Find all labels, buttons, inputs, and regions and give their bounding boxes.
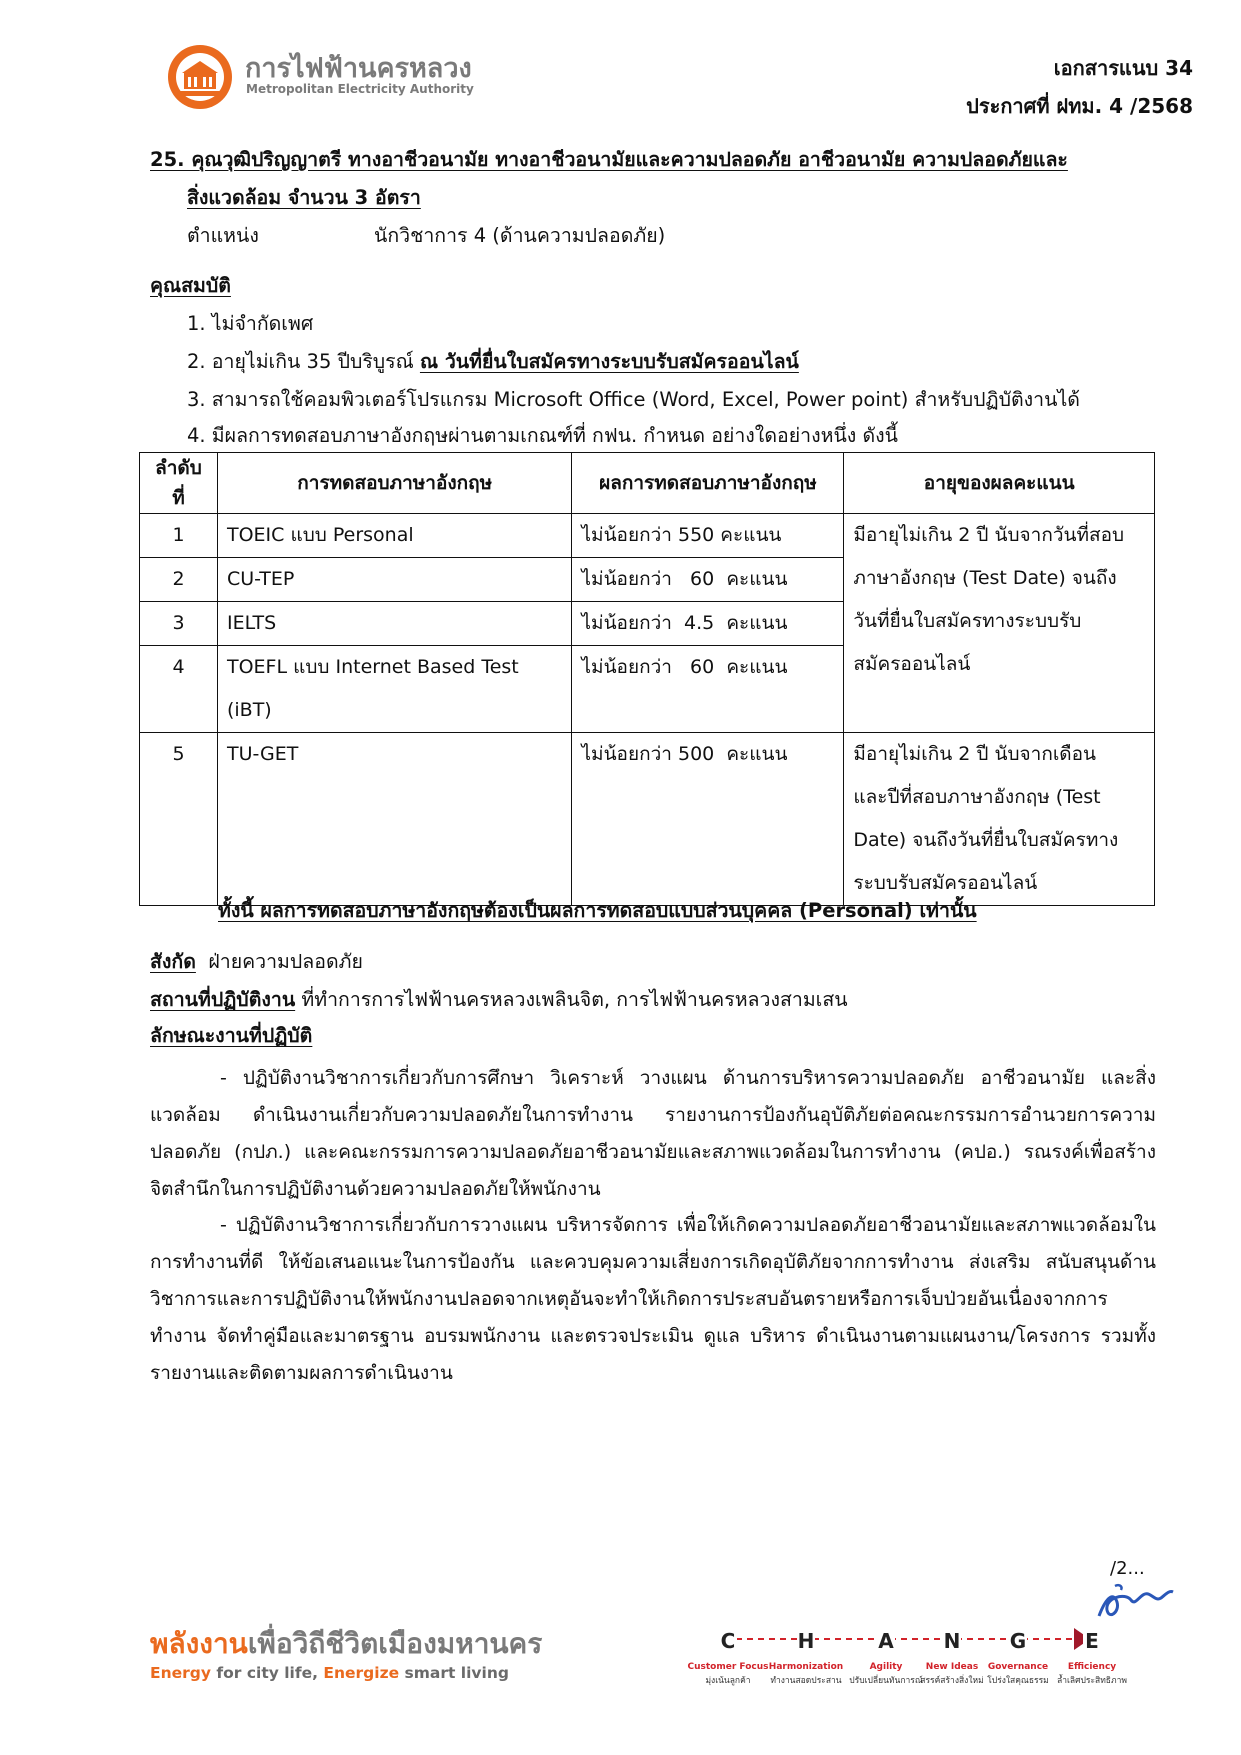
change-value-en: Agility [869,1662,903,1672]
row-no: 5 [140,733,218,906]
change-letter: H [797,1629,815,1653]
header-no: ลำดับที่ [140,453,218,514]
change-value-en: New Ideas [925,1662,979,1672]
change-value-en: Harmonization [768,1662,844,1672]
workplace [150,988,848,1011]
validity-b-line: และปีที่สอบภาษาอังกฤษ (Test [853,786,1101,808]
slogan-en-energize: Energize [323,1664,400,1682]
validity-a-line: มีอายุไม่เกิน 2 ปี นับจากวันที่สอบ [853,524,1125,546]
slogan-en-energy: Energy [150,1664,211,1682]
qualification-item-3: 3. สามารถใช้คอมพิวเตอร์โปรแกรม Microsoft Office (Word, Excel, Power point) สำหรับปฏิบัติงานได้ [187,388,1080,411]
position-title-label: ตำแหน่ง [187,224,259,247]
position-heading-line2: สิ่งแวดล้อม จำนวน 3 อัตรา [187,186,421,209]
row-no: 1 [140,514,218,558]
table-header-row [140,453,1155,514]
footer-slogan-en [150,1664,509,1682]
footer-slogan-th [150,1622,542,1666]
english-test-table [139,452,1155,906]
signature [1095,1580,1175,1625]
change-value-th: โปร่งใสคุณธรรม [987,1676,1049,1686]
workplace-value: ที่ทำการการไฟฟ้านครหลวงเพลินจิต, การไฟฟ้านครหลวงสามเสน [301,988,848,1011]
row-test: TU-GET [217,733,572,906]
change-letter: A [878,1629,894,1653]
affiliation-value: ฝ่ายความปลอดภัย [208,950,363,973]
change-value-th: ทำงานสอดประสาน [770,1676,842,1686]
header-score: ผลการทดสอบภาษาอังกฤษ [572,453,844,514]
qualification-item-2-text: 2. อายุไม่เกิน 35 ปีบริบูรณ์ [187,350,420,373]
table-note: ทั้งนี้ ผลการทดสอบภาษาอังกฤษต้องเป็นผลการทดสอบแบบส่วนบุคคล (Personal) เท่านั้น [218,899,977,922]
validity-cell-b [844,733,1155,906]
change-value-th: มุ่งเน้นลูกค้า [705,1676,751,1686]
position-title-value: นักวิชาการ 4 (ด้านความปลอดภัย) [374,224,666,247]
org-name-en: Metropolitan Electricity Authority [246,82,474,96]
change-value-th: ล้ำเลิศประสิทธิภาพ [1057,1676,1127,1686]
qualification-item-1: 1. ไม่จำกัดเพศ [187,312,314,335]
header-validity: อายุของผลคะแนน [844,453,1155,514]
announcement-number: ประกาศที่ ฝทม. 4 /2568 [966,94,1193,118]
row-score: ไม่น้อยกว่า 60 คะแนน [572,558,844,602]
row-test: IELTS [217,602,572,646]
qualification-item-4: 4. มีผลการทดสอบภาษาอังกฤษผ่านตามเกณฑ์ที่ กฟน. กำหนด อย่างใดอย่างหนึ่ง ดังนี้ [187,424,899,447]
affiliation [150,950,363,973]
validity-a-line: วันที่ยื่นใบสมัครทางระบบรับ [853,610,1082,632]
page-continuation: /2... [1110,1558,1145,1579]
duties-p2-text: - ปฏิบัติงานวิชาการเกี่ยวกับการวางแผน บริหารจัดการ เพื่อให้เกิดความปลอดภัยอาชีวอนามัยและสภาพแวดล้อมในการทำงานที่ดี ให้ข้อเสนอแนะในการป้องกัน และควบคุมความเสี่ยงการเกิดอุบัติภัยจากการทำงาน ส่งเสริม สนับสนุนด้านวิชาการและการปฏิบัติงานให้พนักงานปลอดจากเหตุอันจะทำให้เกิดการประสบอันตรายหรือการเจ็บป่วยอันเนื่องจากการทำงาน จัดทำคู่มือและมาตรฐาน อบรมพนักงาน และตรวจประเมิน ดูแล บริหาร ดำเนินงานตามแผนงาน/โครงการ รวมทั้ง รายงานและติดตามผลการดำเนินงาน [150,1214,1156,1384]
row-no: 2 [140,558,218,602]
validity-b-line: ระบบรับสมัครออนไลน์ [853,872,1038,894]
row-no: 4 [140,646,218,733]
slogan-th-accent: พลังงาน [150,1627,248,1660]
affiliation-label: สังกัด [150,950,196,973]
slogan-en-part2: smart living [399,1664,509,1682]
row-test [217,646,572,733]
validity-a-line: ภาษาอังกฤษ (Test Date) จนถึง [853,567,1117,589]
validity-a-line: สมัครออนไลน์ [853,653,971,675]
workplace-label: สถานที่ปฏิบัติงาน [150,988,296,1011]
change-values-graphic [676,1620,1131,1720]
validity-cell-a [844,514,1155,733]
row-test-line: (iBT) [226,699,272,721]
duties-heading: ลักษณะงานที่ปฏิบัติ [150,1024,313,1047]
validity-b-line: Date) จนถึงวันที่ยื่นใบสมัครทาง [853,829,1119,851]
mea-logo [160,43,240,111]
table-row [140,733,1155,906]
header-test: การทดสอบภาษาอังกฤษ [217,453,572,514]
row-score: ไม่น้อยกว่า 550 คะแนน [572,514,844,558]
duties-paragraph-2 [150,1207,1156,1392]
table-row [140,514,1155,558]
qualifications-heading: คุณสมบัติ [150,274,231,297]
change-letter: E [1085,1629,1099,1653]
row-test-line: TOEFL แบบ Internet Based Test [226,656,519,678]
duties-paragraph-1 [150,1060,1156,1208]
row-score: ไม่น้อยกว่า 4.5 คะแนน [572,602,844,646]
change-value-en: Customer Focus [687,1662,769,1672]
row-test: TOEIC แบบ Personal [217,514,572,558]
change-letter: C [720,1629,736,1653]
org-name-th: การไฟฟ้านครหลวง [245,53,472,84]
change-value-th: ปรับเปลี่ยนทันการณ์ [849,1676,923,1686]
position-heading-line1: 25. คุณวุฒิปริญญาตรี ทางอาชีวอนามัย ทางอาชีวอนามัยและความปลอดภัย อาชีวอนามัย ความปลอดภัยและ [150,148,1068,171]
row-no: 3 [140,602,218,646]
row-score: ไม่น้อยกว่า 60 คะแนน [572,646,844,733]
attachment-label: เอกสารแนบ 34 [1053,56,1193,80]
change-value-en: Efficiency [1067,1662,1117,1672]
qualification-item-2 [187,350,799,373]
row-score: ไม่น้อยกว่า 500 คะแนน [572,733,844,906]
validity-b-line: มีอายุไม่เกิน 2 ปี นับจากเดือน [853,743,1097,765]
slogan-en-part: for city life, [210,1664,324,1682]
change-letter: N [943,1629,961,1653]
duties-p1-text: - ปฏิบัติงานวิชาการเกี่ยวกับการศึกษา วิเคราะห์ วางแผน ด้านการบริหารความปลอดภัย อาชีวอนามัย และสิ่งแวดล้อม ดำเนินงานเกี่ยวกับความปลอดภัยในการทำงาน รายงานการป้องกันอุบัติภัยต่อคณะกรรมการอำนวยการความปลอดภัย (กปภ.) และคณะกรรมการความปลอดภัยอาชีวอนามัยและสภาพแวดล้อมในการทำงาน (คปอ.) รณรงค์เพื่อสร้างจิตสำนึกในการปฏิบัติงานด้วยความปลอดภัยให้พนักงาน [150,1067,1156,1200]
change-letter: G [1009,1629,1027,1653]
change-value-en: Governance [987,1662,1049,1672]
slogan-th-rest: เพื่อวิถีชีวิตเมืองมหานคร [247,1627,543,1660]
row-test: CU-TEP [217,558,572,602]
qualification-item-2-emphasis: ณ วันที่ยื่นใบสมัครทางระบบรับสมัครออนไลน์ [419,350,799,373]
change-value-th: สรรค์สร้างสิ่งใหม่ [920,1676,984,1686]
